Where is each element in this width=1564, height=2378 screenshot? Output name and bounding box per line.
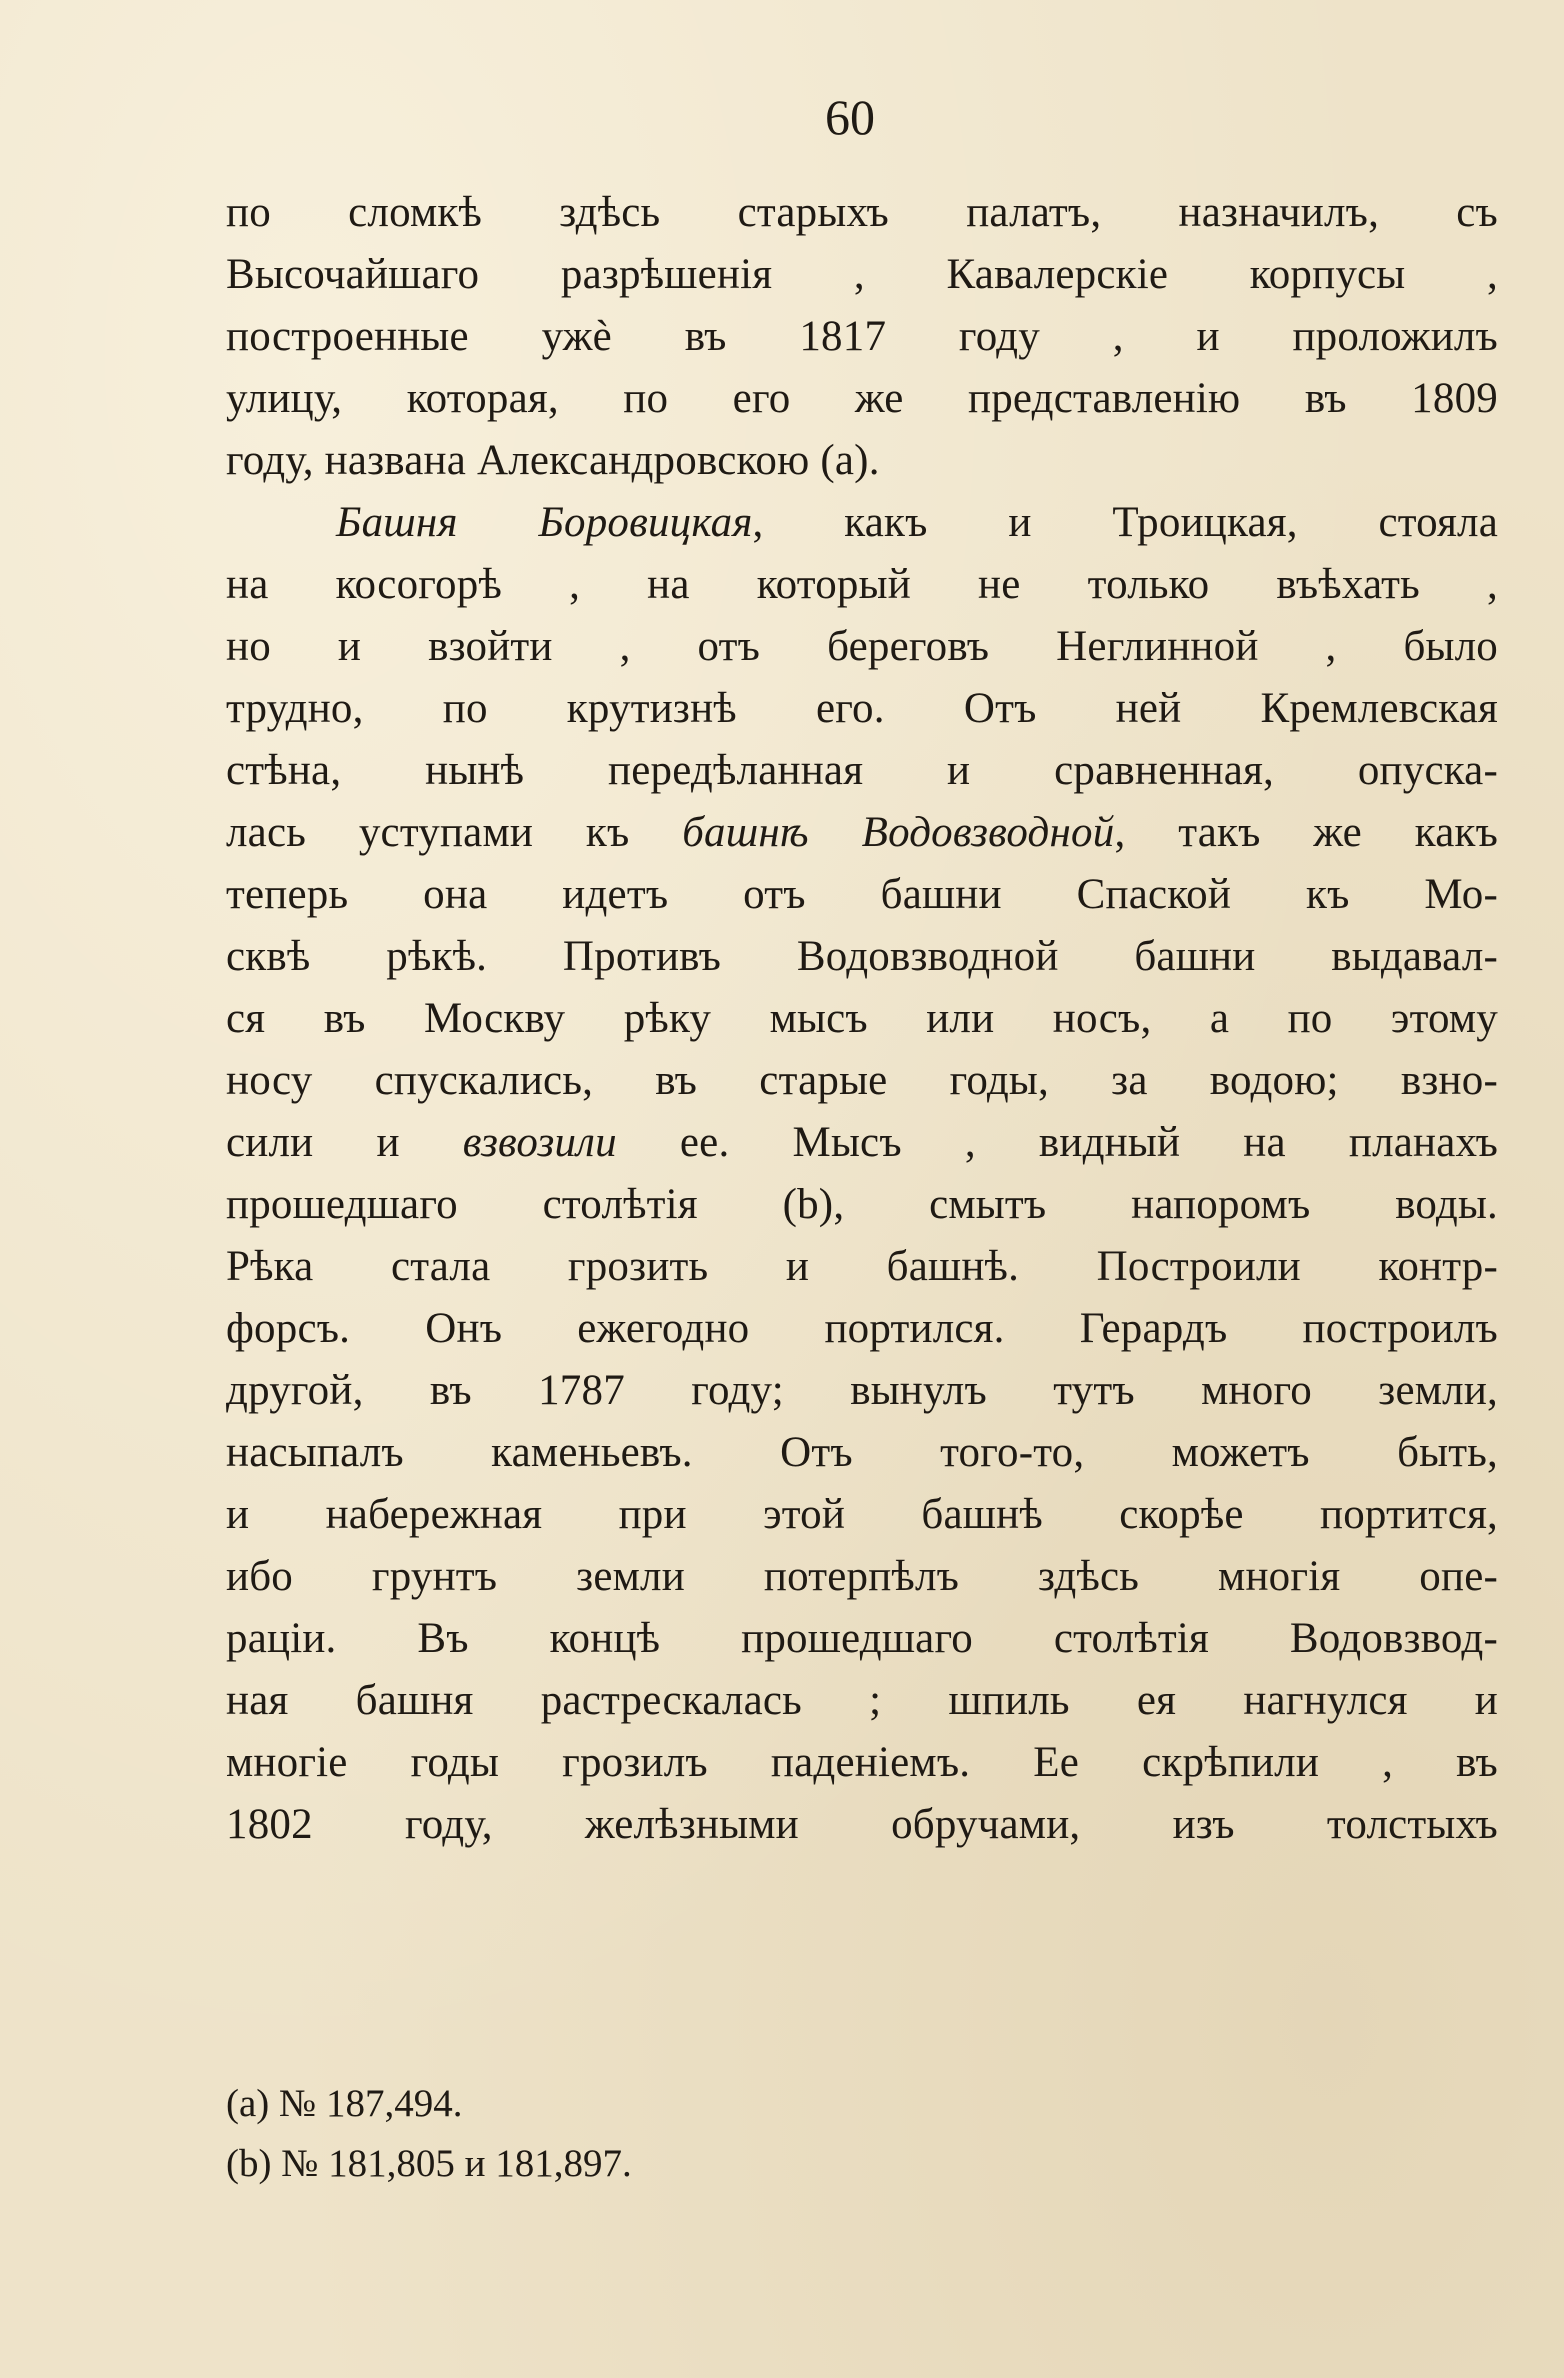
text-line: насыпалъ каменьевъ. Отъ того-то, можетъ быть,	[226, 1429, 1498, 1476]
text-fragment: , какъ и Троицкая, стояла	[752, 499, 1498, 546]
text-line: году, названа Александровскою (a).	[226, 437, 880, 484]
text-line: носу спускались, въ старые годы, за водою; взно-	[226, 1057, 1498, 1104]
text-line	[226, 1112, 1498, 1174]
text-line: многіе годы грозилъ паденіемъ. Ее скрѣпили , въ	[226, 1739, 1498, 1786]
text-line: теперь она идетъ отъ башни Спаской къ Мо-	[226, 871, 1498, 918]
text-line: и набережная при этой башнѣ скорѣе портится,	[226, 1491, 1498, 1538]
text-line: Рѣка стала грозить и башнѣ. Построили контр-	[226, 1243, 1498, 1290]
text-line: на косогорѣ , на который не только въѣхать ,	[226, 561, 1498, 608]
text-line: стѣна, нынѣ передѣланная и сравненная, опуска-	[226, 747, 1498, 794]
body-text	[226, 182, 1498, 1856]
text-fragment: ее. Мысъ , видный на планахъ	[616, 1119, 1499, 1166]
text-line: форсъ. Онъ ежегодно портился. Герардъ построилъ	[226, 1305, 1498, 1352]
text-line: раціи. Въ концѣ прошедшаго столѣтія Водовзвод-	[226, 1615, 1498, 1662]
text-fragment: лась уступами къ	[226, 809, 683, 856]
italic-term: башнѣ Водовзводной	[682, 809, 1115, 856]
text-line: по сломкѣ здѣсь старыхъ палатъ, назначилъ, съ	[226, 189, 1498, 236]
text-line: ся въ Москву рѣку мысъ или носъ, а по этому	[226, 995, 1498, 1042]
text-line: сквѣ рѣкѣ. Противъ Водовзводной башни выдавал-	[226, 933, 1498, 980]
text-line: прошедшаго столѣтія (b), смытъ напоромъ воды.	[226, 1181, 1498, 1228]
text-line: улицу, которая, по его же представленію въ 1809	[226, 375, 1498, 422]
page-number: 60	[825, 89, 875, 145]
text-fragment: , такъ же какъ	[1114, 809, 1499, 856]
text-line: ная башня растрескалась ; шпиль ея нагнулся и	[226, 1677, 1498, 1724]
italic-term: Башня Боровицкая	[336, 499, 753, 546]
text-line: Высочайшаго разрѣшенія , Кавалерскіе корпусы ,	[226, 251, 1498, 298]
text-line: другой, въ 1787 году; вынулъ тутъ много земли,	[226, 1367, 1498, 1414]
text-line	[226, 492, 1498, 554]
text-line: построенные ужè въ 1817 году , и проложилъ	[226, 313, 1498, 360]
text-line	[226, 802, 1498, 864]
footnotes	[226, 2074, 1226, 2194]
text-line: ибо грунтъ земли потерпѣлъ здѣсь многія опе-	[226, 1553, 1498, 1600]
text-line: но и взойти , отъ береговъ Неглинной , было	[226, 623, 1498, 670]
footnote: (b) № 181,805 и 181,897.	[226, 2142, 632, 2185]
text-fragment: сили и	[226, 1119, 463, 1166]
footnote: (a) № 187,494.	[226, 2082, 463, 2125]
text-line: трудно, по крутизнѣ его. Отъ ней Кремлевская	[226, 685, 1498, 732]
text-line: 1802 году, желѣзными обручами, изъ толстыхъ	[226, 1801, 1498, 1848]
italic-term: взвозили	[462, 1119, 617, 1166]
